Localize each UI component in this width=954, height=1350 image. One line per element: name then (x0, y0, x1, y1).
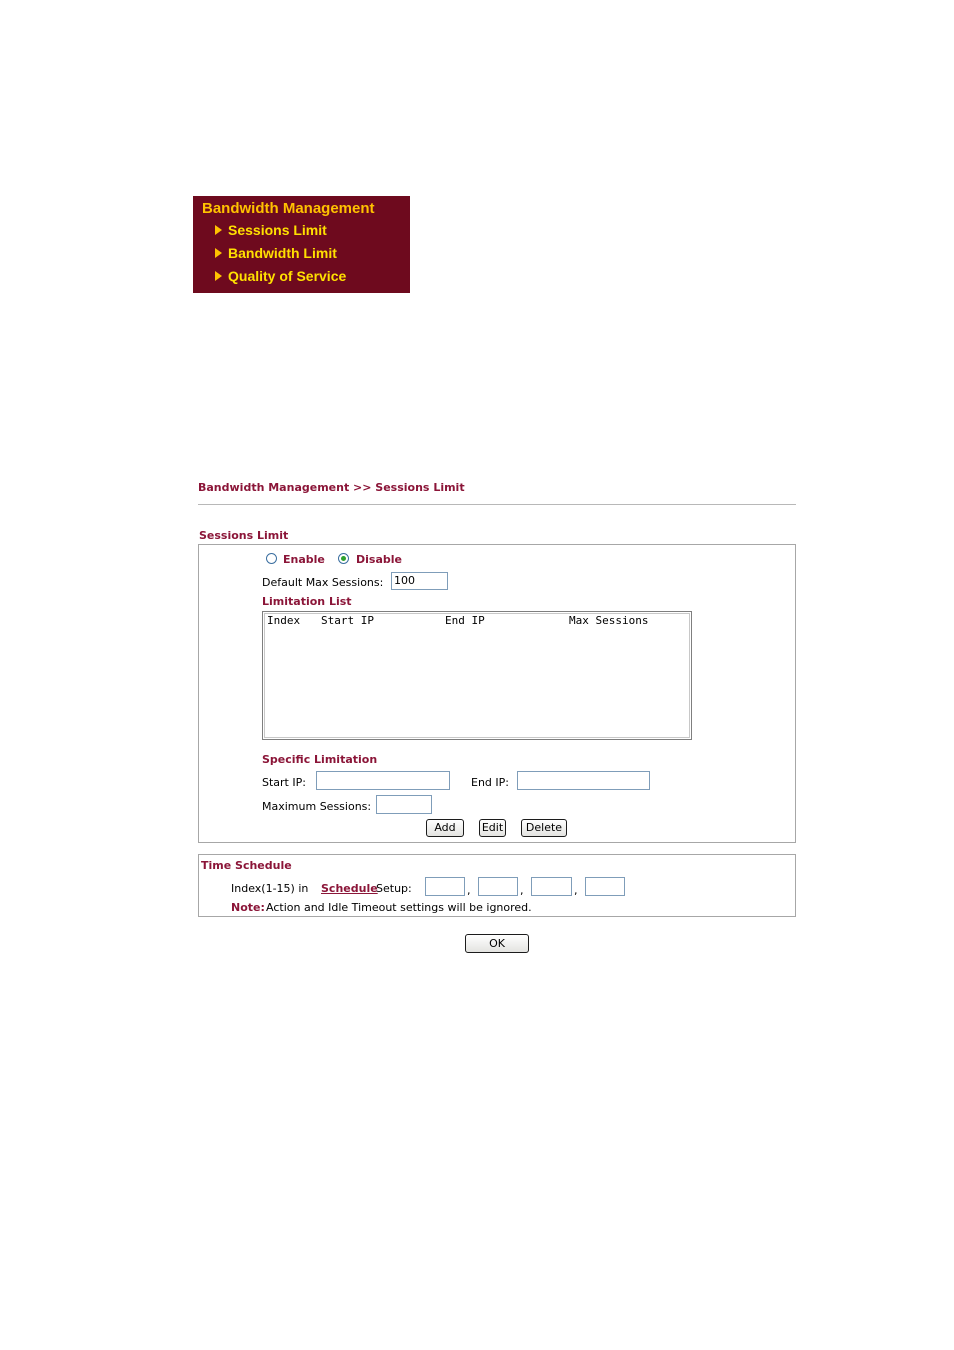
sessions-limit-heading: Sessions Limit (199, 529, 289, 542)
disable-radio[interactable] (338, 553, 349, 564)
menu-item-label: Bandwidth Limit (228, 245, 337, 261)
schedule-index-input-2[interactable] (478, 877, 518, 896)
note-text: Action and Idle Timeout settings will be ignored. (266, 901, 532, 914)
delete-button[interactable]: Delete (521, 819, 567, 837)
start-ip-label: Start IP: (262, 776, 306, 789)
add-button[interactable]: Add (426, 819, 464, 837)
maximum-sessions-input[interactable] (376, 795, 432, 814)
edit-button[interactable]: Edit (479, 819, 506, 837)
menu-item-sessions-limit[interactable] (215, 220, 327, 240)
menu-item-label: Quality of Service (228, 268, 347, 284)
time-schedule-heading: Time Schedule (201, 859, 292, 872)
menu-item-bandwidth-limit[interactable] (215, 243, 337, 263)
menu-item-label: Sessions Limit (228, 222, 327, 238)
arrow-right-icon (215, 225, 222, 235)
menu-title: Bandwidth Management (202, 200, 375, 217)
start-ip-input[interactable] (316, 771, 450, 790)
schedule-index-input-3[interactable] (531, 877, 572, 896)
limitation-list[interactable] (262, 611, 692, 740)
list-column-index: Index (267, 614, 301, 627)
schedule-index-label: Index(1-15) in (231, 882, 309, 895)
bandwidth-management-menu (193, 196, 410, 293)
divider (198, 504, 796, 505)
ok-button[interactable]: OK (465, 934, 529, 953)
enable-radio[interactable] (266, 553, 277, 564)
list-column-start-ip: Start IP (321, 614, 374, 627)
breadcrumb: Bandwidth Management >> Sessions Limit (198, 481, 465, 494)
note-label: Note: (231, 901, 265, 914)
default-max-sessions-input[interactable]: 100 (391, 572, 448, 590)
list-column-max-sessions: Max Sessions (569, 614, 649, 627)
maximum-sessions-label: Maximum Sessions: (262, 800, 372, 813)
end-ip-input[interactable] (517, 771, 650, 790)
enable-label: Enable (283, 553, 325, 566)
disable-label: Disable (356, 553, 402, 566)
schedule-link[interactable]: Schedule (321, 882, 378, 895)
end-ip-label: End IP: (471, 776, 509, 789)
schedule-index-input-1[interactable] (425, 877, 465, 896)
arrow-right-icon (215, 248, 222, 258)
limitation-list-heading: Limitation List (262, 595, 352, 608)
specific-limitation-heading: Specific Limitation (262, 753, 378, 766)
schedule-setup-label: Setup: (376, 882, 412, 895)
menu-item-quality-of-service[interactable] (215, 266, 346, 286)
default-max-sessions-label: Default Max Sessions: (262, 576, 384, 589)
arrow-right-icon (215, 271, 222, 281)
list-column-end-ip: End IP (445, 614, 485, 627)
schedule-index-input-4[interactable] (585, 877, 625, 896)
